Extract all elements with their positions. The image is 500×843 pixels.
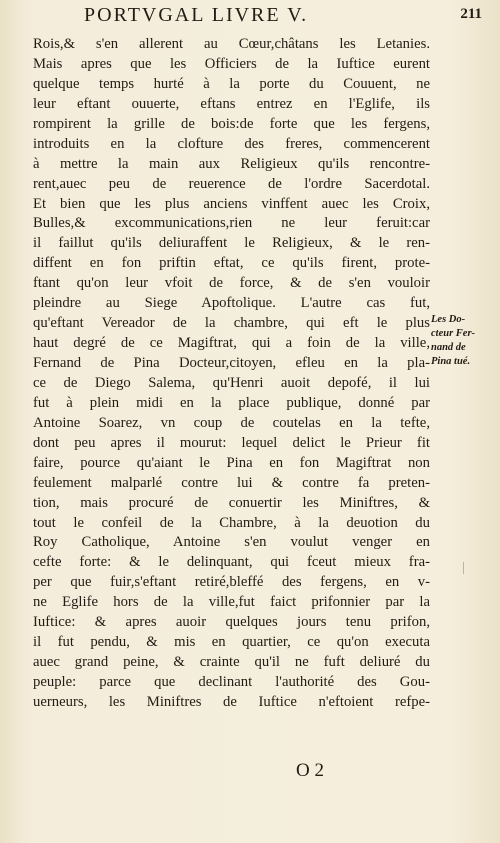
text-line: peuple: parce que declinant l'authorité des Gou- [33, 674, 430, 690]
signature-mark: O 2 [296, 760, 324, 781]
text-line: uerneurs, les Miniftres de Iuftice n'eftoient refpe- [33, 693, 430, 710]
page-number: 211 [460, 6, 482, 22]
text-line: per que fuir,s'eftant retiré,bleffé des fergens, en v- [33, 574, 430, 591]
text-line: pleindre au Siege Apoftolique. L'autre cas fut, [33, 295, 430, 312]
text-line: faire, pource qu'aiant le Pina en fon Magiftrat non [33, 454, 430, 471]
text-line: tion, mais procuré de conuertir les Miniftres, & [33, 494, 430, 511]
text-line: ce de Diego Salema, qu'Henri auoit depofé, il lui [33, 374, 430, 391]
text-line: dont peu apres il mourut: lequel delict le Prieur fit [33, 434, 430, 451]
text-line: introduits en la clofture des freres, commencerent [33, 135, 430, 152]
text-line: Roy Catholique, Antoine s'en voulut venger en [33, 534, 430, 551]
text-line: haut degré de ce Magiftrat, qui a foin de la ville, [33, 335, 430, 352]
text-line: Rois,& s'en allerent au Cœur,châtans les Letanies. [33, 36, 430, 52]
margin-note-line: nand de [431, 342, 466, 353]
text-line: leur eftant ouuerte, eftans entrez en l'Eglife, ils [33, 95, 430, 112]
text-line: il fut pendu, & mis en quartier, ce qu'on executa [33, 634, 430, 651]
page-header [60, 4, 490, 32]
margin-note [431, 313, 493, 369]
text-line: rent,auec peu de reuerence de l'ordre Sacerdotal. [33, 175, 430, 192]
text-line: Antoine Soarez, vn coup de coutelas en la tefte, [33, 414, 430, 431]
text-line: Fernand de Pina Docteur,citoyen, efleu en la pla- [33, 355, 430, 371]
text-line: Mais apres que les Officiers de la Iuftice eurent [33, 55, 430, 72]
text-line: auec grand peine, & crainte qu'il ne fuft deliuré du [33, 654, 430, 671]
text-line: rompirent la grille de bois:de forte que les fergens, [33, 115, 430, 132]
text-line: Bulles,& excommunications,rien ne leur feruit:car [33, 215, 430, 232]
text-line: Et bien que les plus anciens vinffent auec les Croix, [33, 195, 430, 212]
margin-note-line: Les Do- [431, 314, 466, 325]
margin-note-line: Pina tué. [431, 356, 471, 367]
text-line: à mettre la main aux Religieux qu'ils rencontre- [33, 155, 430, 172]
margin-note-line: cteur Fer- [431, 328, 476, 339]
text-line: quelque temps hurté à la porte du Couuent, ne [33, 75, 430, 92]
text-line: ftant qu'on leur vfoit de force, & de s'en vouloir [33, 275, 430, 292]
paper-mark [463, 562, 464, 574]
text-line: feulement malparlé contre lui & contre fa preten- [33, 474, 430, 491]
text-line: cefte forte: & le delinquant, qui fceut mieux fra- [33, 554, 430, 571]
body-text [33, 35, 430, 713]
running-head: PORTVGAL LIVRE V. [84, 4, 309, 26]
text-line: qu'eftant Vereador de la chambre, qui eft le plus [33, 315, 430, 332]
text-line: fut à plein midi en la place publique, donné par [33, 394, 430, 411]
text-line: diffent en fon priftin eftat, ce qu'ils firent, prote- [33, 255, 430, 272]
text-line: ne Eglife hors de la ville,fut faict prifonnier par la [33, 594, 430, 611]
text-line: il faillut qu'ils deliuraffent le Religieux, & le ren- [33, 235, 430, 252]
text-line: tout le confeil de la Chambre, à la deuotion du [33, 514, 430, 531]
text-line: Iuftice: & apres auoir quelques jours tenu prifon, [33, 614, 430, 631]
